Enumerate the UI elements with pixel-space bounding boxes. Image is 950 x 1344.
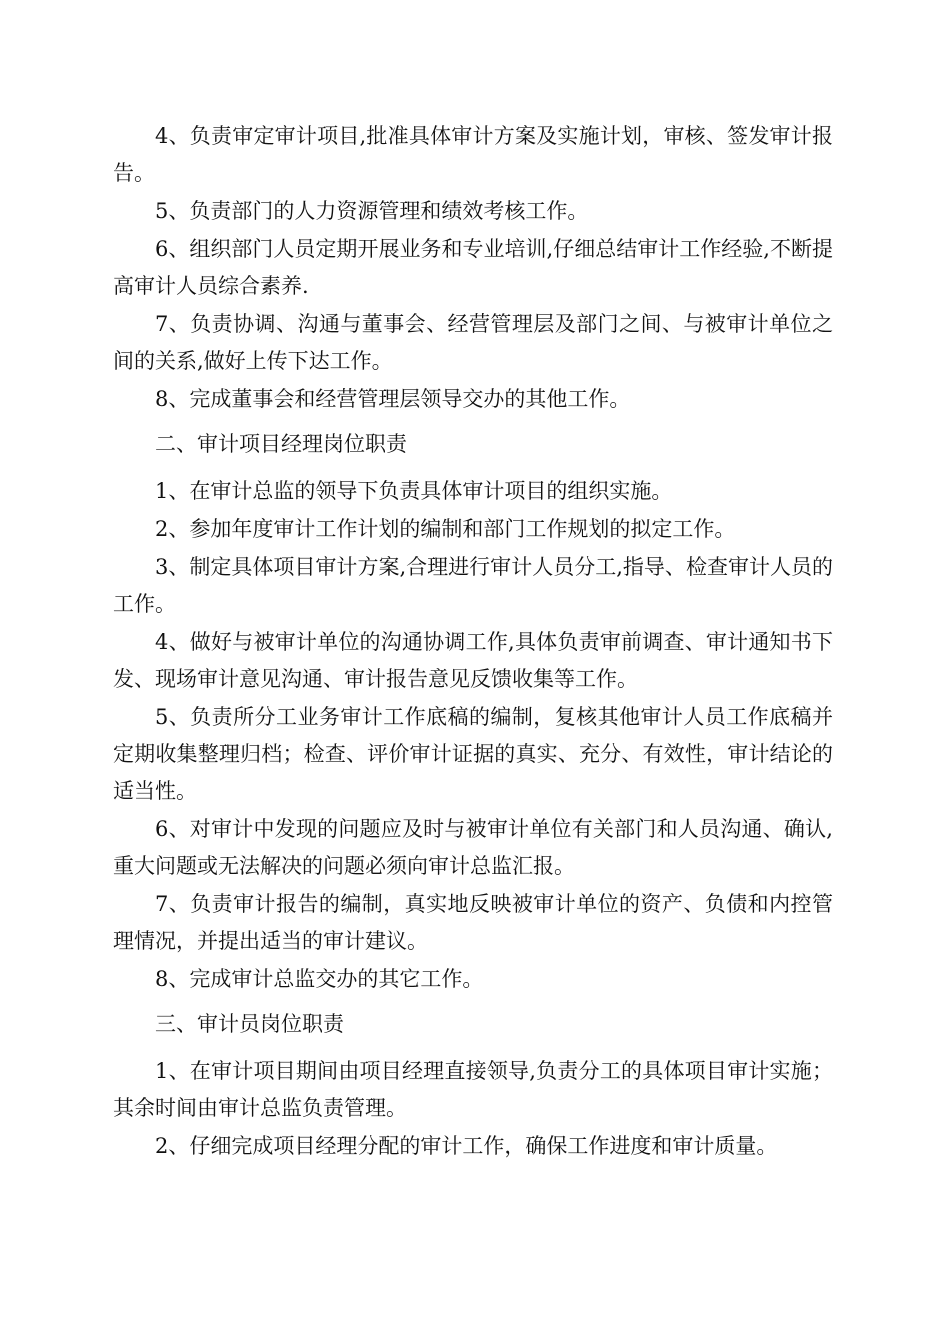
- paragraph: 2、参加年度审计工作计划的编制和部门工作规划的拟定工作。: [155, 517, 736, 541]
- paragraph: 1、在审计项目期间由项目经理直接领导,负责分工的具体项目审计实施；其余时间由审计总监负责管理。: [113, 1059, 833, 1120]
- paragraph: 8、完成审计总监交办的其它工作。: [155, 967, 484, 991]
- paragraph: 7、负责协调、沟通与董事会、经营管理层及部门之间、与被审计单位之间的关系,做好上传下达工作。: [113, 312, 833, 373]
- paragraph: 3、制定具体项目审计方案,合理进行审计人员分工,指导、检查审计人员的工作。: [113, 555, 833, 616]
- document-body: [113, 118, 833, 1166]
- paragraph: 4、负责审定审计项目,批准具体审计方案及实施计划，审核、签发审计报告。: [113, 124, 833, 185]
- paragraph: 2、仔细完成项目经理分配的审计工作，确保工作进度和审计质量。: [155, 1134, 778, 1158]
- paragraph: 5、负责所分工业务审计工作底稿的编制，复核其他审计人员工作底稿并定期收集整理归档；检查、评价审计证据的真实、充分、有效性，审计结论的适当性。: [113, 705, 833, 803]
- paragraph: 8、完成董事会和经营管理层领导交办的其他工作。: [155, 387, 631, 411]
- section-heading: 二、审计项目经理岗位职责: [155, 432, 407, 456]
- paragraph: 6、对审计中发现的问题应及时与被审计单位有关部门和人员沟通、确认,重大问题或无法解决的问题必须向审计总监汇报。: [113, 817, 833, 878]
- paragraph: 1、在审计总监的领导下负责具体审计项目的组织实施。: [155, 479, 673, 503]
- paragraph: 5、负责部门的人力资源管理和绩效考核工作。: [155, 199, 589, 223]
- section-heading: 三、审计员岗位职责: [155, 1012, 344, 1036]
- paragraph: 4、做好与被审计单位的沟通协调工作,具体负责审前调查、审计通知书下发、现场审计意见沟通、审计报告意见反馈收集等工作。: [113, 630, 833, 691]
- paragraph: 6、组织部门人员定期开展业务和专业培训,仔细总结审计工作经验,不断提高审计人员综合素养.: [113, 237, 833, 298]
- paragraph: 7、负责审计报告的编制，真实地反映被审计单位的资产、负债和内控管理情况，并提出适当的审计建议。: [113, 892, 833, 953]
